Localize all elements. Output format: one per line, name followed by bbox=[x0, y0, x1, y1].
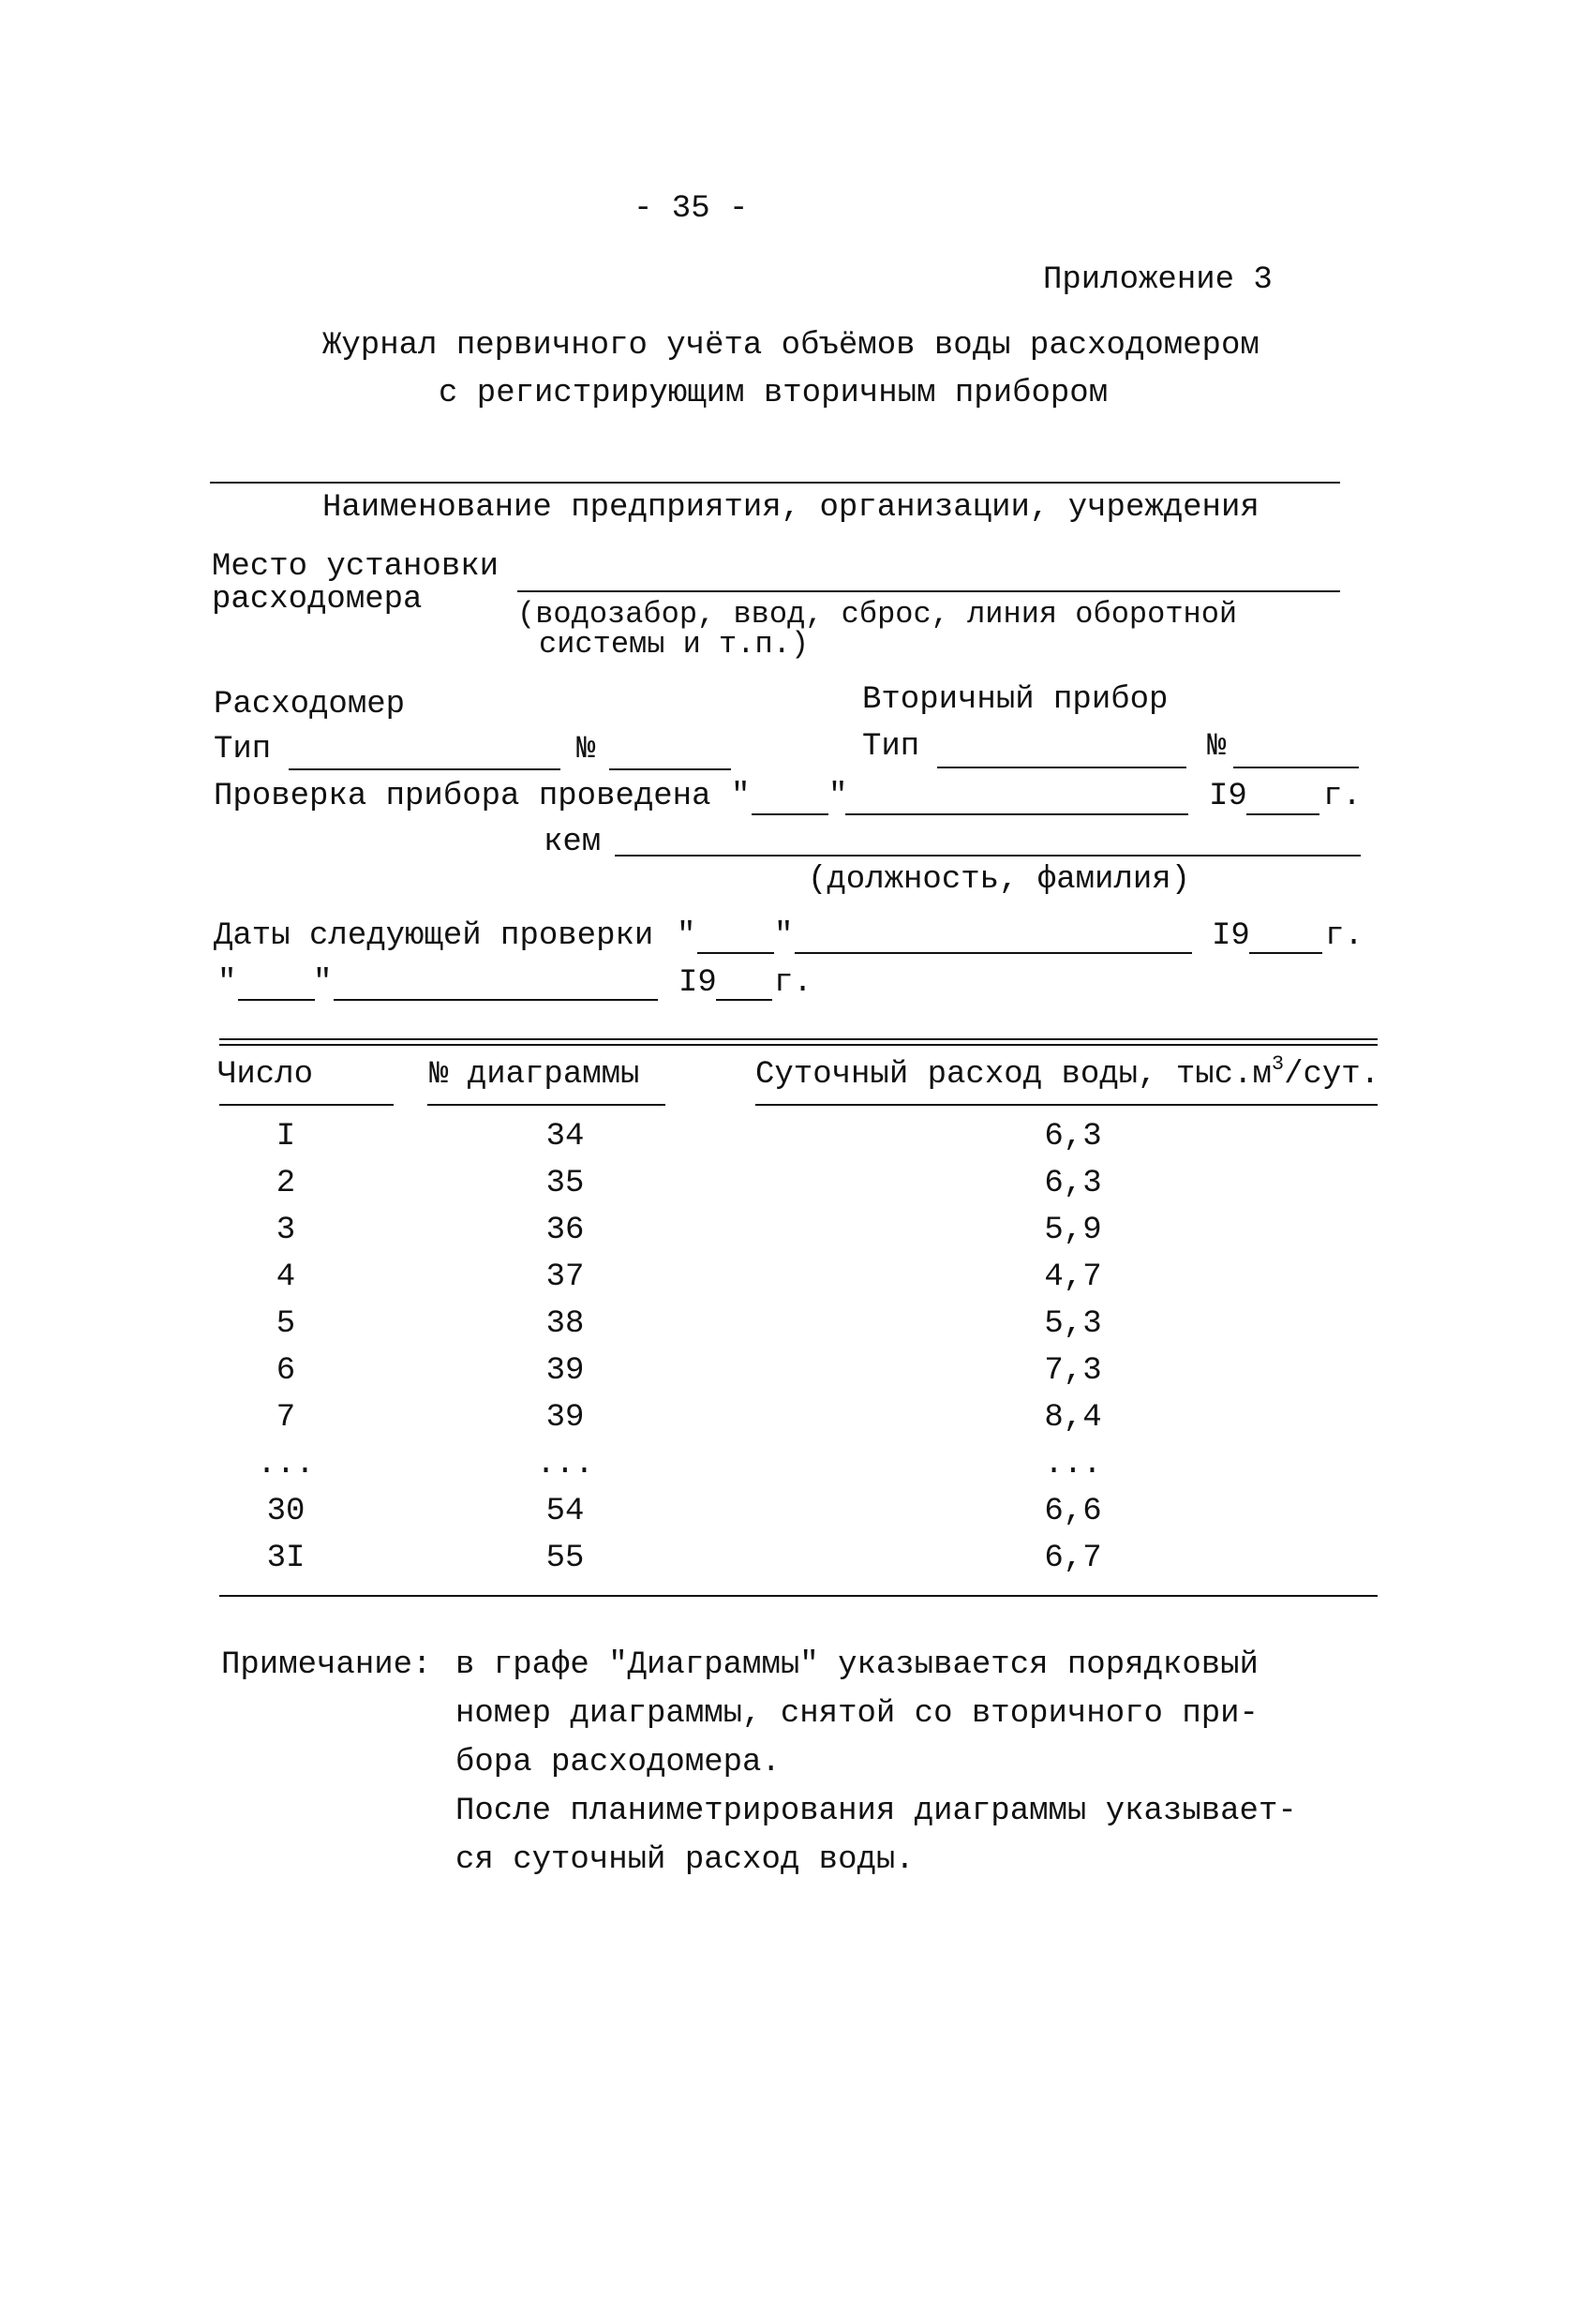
table-cell-diagram: ... bbox=[536, 1447, 594, 1482]
table-cell-diagram: 39 bbox=[545, 1400, 585, 1436]
check-quote-close: " bbox=[828, 779, 848, 814]
table-cell-diagram: 37 bbox=[545, 1259, 585, 1295]
table-top-rule bbox=[219, 1038, 1378, 1040]
next-check2-month-line bbox=[334, 999, 658, 1001]
table-cell-flow: 7,3 bbox=[1044, 1353, 1102, 1389]
table-cell-flow: 8,4 bbox=[1044, 1400, 1102, 1436]
install-place-hint-2: системы и т.п.) bbox=[539, 627, 810, 662]
table-cell-day: 4 bbox=[276, 1259, 296, 1295]
page-number: - 35 - bbox=[634, 191, 749, 227]
next-check2-quote-close: " bbox=[313, 965, 333, 1001]
check-year-prefix: I9 bbox=[1209, 779, 1247, 814]
header-flow-prefix: Суточный расход воды, тыс.м bbox=[755, 1057, 1272, 1093]
org-name-caption: Наименование предприятия, организации, учреждения bbox=[322, 490, 1260, 526]
note-label: Примечание: bbox=[221, 1647, 432, 1683]
note-line1: в графе "Диаграммы" указывается порядковый bbox=[455, 1647, 1259, 1683]
table-cell-day: 7 bbox=[276, 1400, 296, 1436]
install-place-line bbox=[517, 590, 1340, 592]
header-day: Число bbox=[217, 1057, 314, 1093]
table-cell-flow: 4,7 bbox=[1044, 1259, 1102, 1295]
install-place-label-1: Место установки bbox=[212, 549, 499, 585]
check-by-label: кем bbox=[544, 825, 602, 860]
table-cell-day: 6 bbox=[276, 1353, 296, 1389]
next-check-year-prefix: I9 bbox=[1212, 918, 1250, 954]
note-line2: номер диаграммы, снятой со вторичного при- bbox=[455, 1696, 1259, 1732]
appendix-label: Приложение 3 bbox=[1043, 262, 1273, 298]
table-cell-day: 2 bbox=[276, 1166, 296, 1201]
table-cell-diagram: 35 bbox=[545, 1166, 585, 1201]
check-by-hint: (должность, фамилия) bbox=[808, 862, 1191, 898]
flowmeter-title: Расходомер bbox=[214, 687, 406, 723]
check-year-line bbox=[1246, 813, 1319, 815]
doc-title-line1: Журнал первичного учёта объёмов воды расходомером bbox=[322, 328, 1260, 364]
flowmeter-type-line bbox=[289, 768, 560, 770]
table-cell-diagram: 39 bbox=[545, 1353, 585, 1389]
check-label: Проверка прибора проведена bbox=[214, 779, 711, 814]
secondary-device-title: Вторичный прибор bbox=[862, 682, 1169, 718]
next-check2-day-line bbox=[238, 999, 315, 1001]
next-check-quote-open: " bbox=[677, 918, 696, 954]
secondary-type-label: Тип bbox=[862, 729, 920, 765]
note-line3: бора расходомера. bbox=[455, 1745, 781, 1780]
install-place-hint-1: (водозабор, ввод, сброс, линия оборотной bbox=[517, 597, 1238, 632]
table-cell-diagram: 34 bbox=[545, 1119, 585, 1155]
table-cell-day: 5 bbox=[276, 1306, 296, 1342]
next-check-label: Даты следующей проверки bbox=[214, 918, 654, 954]
header-flow-suffix: /сут. bbox=[1284, 1057, 1380, 1093]
header-flow bbox=[755, 1052, 1380, 1093]
table-cell-diagram: 36 bbox=[545, 1213, 585, 1248]
header-rule-day bbox=[219, 1104, 394, 1106]
next-check-month-line bbox=[795, 952, 1192, 954]
table-cell-day: ... bbox=[257, 1447, 315, 1482]
table-cell-diagram: 54 bbox=[545, 1494, 585, 1529]
next-check2-year-prefix: I9 bbox=[678, 965, 717, 1001]
secondary-number-label: № bbox=[1207, 729, 1227, 765]
next-check-year-suffix: г. bbox=[1325, 918, 1364, 954]
table-cell-diagram: 55 bbox=[545, 1541, 585, 1576]
header-diagram: № диаграммы bbox=[429, 1057, 640, 1093]
table-cell-flow: 6,3 bbox=[1044, 1166, 1102, 1201]
table-cell-day: I bbox=[276, 1119, 296, 1155]
check-quote-open: " bbox=[731, 779, 751, 814]
check-year-suffix: г. bbox=[1323, 779, 1362, 814]
table-top-rule-2 bbox=[219, 1044, 1378, 1046]
check-month-line bbox=[845, 813, 1188, 815]
next-check-quote-close: " bbox=[774, 918, 794, 954]
org-name-line bbox=[210, 482, 1340, 484]
table-cell-flow: 6,7 bbox=[1044, 1541, 1102, 1576]
next-check-year-line bbox=[1249, 952, 1322, 954]
header-rule-diagram bbox=[427, 1104, 665, 1106]
table-cell-diagram: 38 bbox=[545, 1306, 585, 1342]
install-place-label-2: расходомера bbox=[212, 582, 423, 618]
header-flow-sup: 3 bbox=[1271, 1052, 1285, 1076]
secondary-type-line bbox=[937, 767, 1186, 768]
table-cell-flow: ... bbox=[1044, 1447, 1102, 1482]
table-cell-day: 3I bbox=[266, 1541, 306, 1576]
check-day-line bbox=[752, 813, 828, 815]
table-cell-flow: 5,3 bbox=[1044, 1306, 1102, 1342]
secondary-number-line bbox=[1233, 767, 1359, 768]
check-by-line bbox=[615, 855, 1361, 857]
table-cell-flow: 5,9 bbox=[1044, 1213, 1102, 1248]
next-check2-year-line bbox=[716, 999, 772, 1001]
note-line5: ся суточный расход воды. bbox=[455, 1842, 915, 1878]
flowmeter-type-label: Тип bbox=[214, 732, 272, 767]
next-check2-quote-open: " bbox=[217, 965, 237, 1001]
next-check-day-line bbox=[697, 952, 774, 954]
next-check2-year-suffix: г. bbox=[774, 965, 812, 1001]
table-cell-flow: 6,6 bbox=[1044, 1494, 1102, 1529]
note-line4: После планиметрирования диаграммы указывает- bbox=[455, 1794, 1297, 1829]
table-cell-flow: 6,3 bbox=[1044, 1119, 1102, 1155]
flowmeter-number-line bbox=[609, 768, 731, 770]
table-cell-day: 3 bbox=[276, 1213, 296, 1248]
flowmeter-number-label: № bbox=[576, 732, 596, 767]
doc-title-line2: с регистрирующим вторичным прибором bbox=[439, 376, 1109, 411]
table-bottom-rule bbox=[219, 1595, 1378, 1597]
header-rule-flow bbox=[755, 1104, 1378, 1106]
table-cell-day: 30 bbox=[266, 1494, 306, 1529]
